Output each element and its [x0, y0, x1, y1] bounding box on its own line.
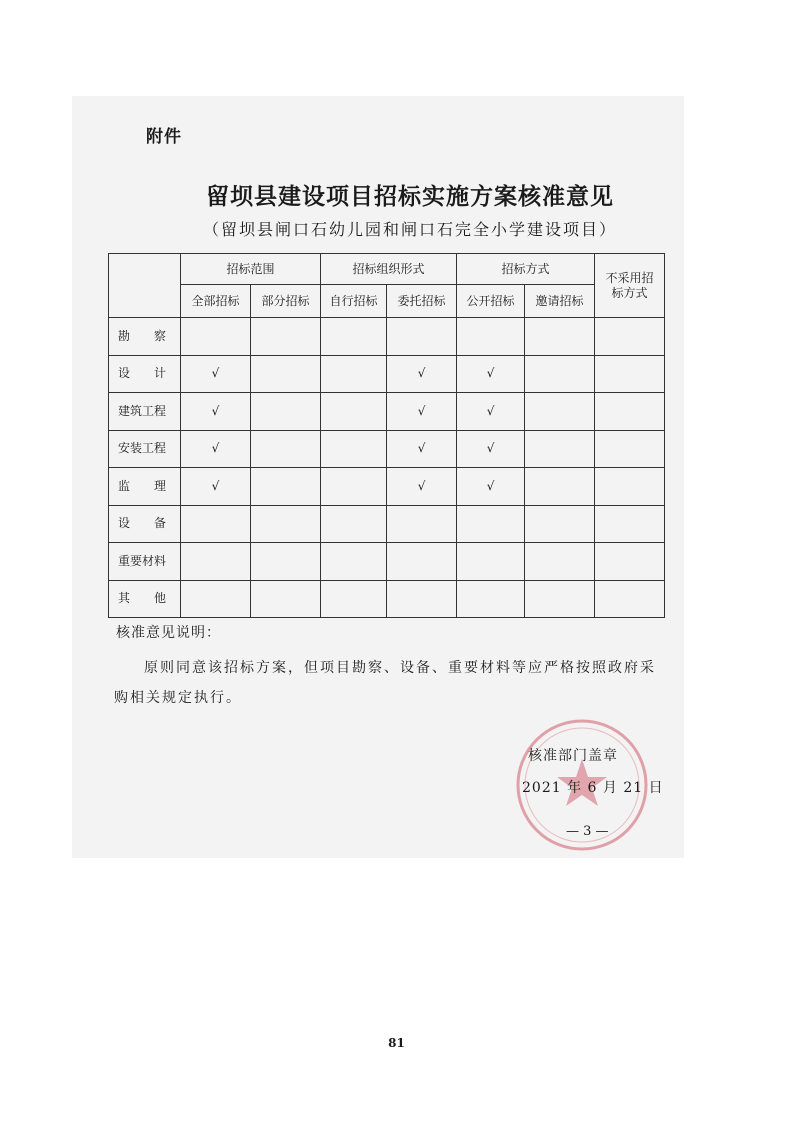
table-cell: [595, 505, 665, 543]
row-label: 监 理: [109, 468, 181, 506]
table-cell: [525, 505, 595, 543]
table-cell: [321, 355, 387, 393]
table-cell: [251, 505, 321, 543]
table-cell: [525, 468, 595, 506]
row-label: 设 计: [109, 355, 181, 393]
table-cell: [595, 468, 665, 506]
table-cell: [595, 580, 665, 618]
table-cell: [387, 543, 457, 581]
table-cell: [387, 318, 457, 356]
subheader-open: 公开招标: [457, 285, 525, 318]
table-row: [109, 430, 665, 468]
document-subtitle: （留坝县闸口石幼儿园和闸口石完全小学建设项目）: [202, 220, 617, 239]
remark-title: 核准意见说明：: [116, 625, 221, 641]
table-cell: [387, 505, 457, 543]
row-label: 重要材料: [109, 543, 181, 581]
table-cell: [525, 355, 595, 393]
subheader-self: 自行招标: [321, 285, 387, 318]
table-cell: [321, 543, 387, 581]
header-scope: 招标范围: [181, 254, 321, 285]
table-row: [109, 505, 665, 543]
table-row: [109, 580, 665, 618]
corner-cell: [109, 254, 181, 318]
table-cell: [251, 393, 321, 431]
table-cell: √: [457, 393, 525, 431]
table-row: [109, 318, 665, 356]
table-cell: [251, 543, 321, 581]
table-cell: [457, 580, 525, 618]
header-not-used: 不采用招标方式: [595, 254, 665, 318]
table-cell: [387, 580, 457, 618]
table-cell: [181, 505, 251, 543]
table-cell: [321, 468, 387, 506]
row-label: 勘 察: [109, 318, 181, 356]
remark-body: 原则同意该招标方案，但项目勘察、设备、重要材料等应严格按照政府采购相关规定执行。: [114, 660, 656, 706]
table-cell: [251, 355, 321, 393]
table-cell: √: [181, 430, 251, 468]
table-cell: [321, 318, 387, 356]
attachment-label: 附件: [146, 127, 182, 147]
table-row: [109, 468, 665, 506]
row-label: 建筑工程: [109, 393, 181, 431]
table-cell: [251, 580, 321, 618]
table-row: [109, 543, 665, 581]
table-cell: [321, 505, 387, 543]
table-cell: √: [457, 355, 525, 393]
table-cell: √: [181, 393, 251, 431]
page-number: 81: [388, 1036, 405, 1050]
table-cell: √: [387, 468, 457, 506]
table-cell: [321, 430, 387, 468]
table-cell: √: [457, 468, 525, 506]
approval-date: 2021 年 6 月 21 日: [522, 780, 664, 796]
table-cell: [251, 318, 321, 356]
table-row: [109, 393, 665, 431]
table-cell: √: [181, 355, 251, 393]
table-cell: [525, 580, 595, 618]
table-cell: √: [457, 430, 525, 468]
table-cell: [181, 580, 251, 618]
table-cell: [181, 318, 251, 356]
approval-table: [108, 253, 665, 618]
table-cell: [525, 430, 595, 468]
table-cell: √: [387, 430, 457, 468]
row-label: 设 备: [109, 505, 181, 543]
header-method: 招标方式: [457, 254, 595, 285]
table-cell: √: [181, 468, 251, 506]
table-cell: √: [387, 355, 457, 393]
subheader-entrusted: 委托招标: [387, 285, 457, 318]
table-cell: [525, 393, 595, 431]
inner-page-mark: — 3 —: [566, 824, 609, 839]
table-cell: [595, 355, 665, 393]
table-cell: [251, 430, 321, 468]
approver-label: 核准部门盖章: [528, 748, 618, 764]
table-cell: [595, 430, 665, 468]
table-cell: [595, 543, 665, 581]
table-cell: [595, 393, 665, 431]
table-cell: [321, 580, 387, 618]
header-organization: 招标组织形式: [321, 254, 457, 285]
table-cell: √: [387, 393, 457, 431]
table-cell: [525, 543, 595, 581]
table-cell: [321, 393, 387, 431]
table-cell: [457, 505, 525, 543]
subheader-invited: 邀请招标: [525, 285, 595, 318]
table-row: [109, 355, 665, 393]
table-cell: [595, 318, 665, 356]
row-label: 安装工程: [109, 430, 181, 468]
table-cell: [251, 468, 321, 506]
subheader-full: 全部招标: [181, 285, 251, 318]
subheader-partial: 部分招标: [251, 285, 321, 318]
row-label: 其 他: [109, 580, 181, 618]
table-cell: [525, 318, 595, 356]
table-cell: [181, 543, 251, 581]
table-cell: [457, 543, 525, 581]
table-cell: [457, 318, 525, 356]
document-title: 留坝县建设项目招标实施方案核准意见: [206, 183, 614, 210]
